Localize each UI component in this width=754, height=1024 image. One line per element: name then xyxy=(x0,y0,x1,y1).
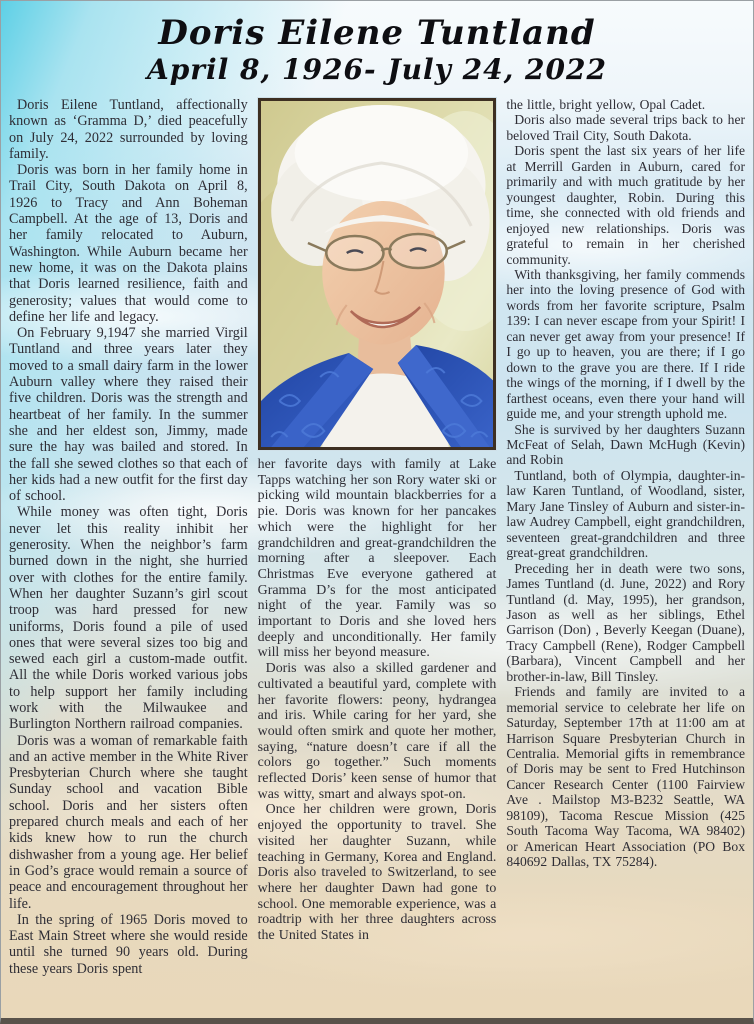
column-3 xyxy=(506,97,745,870)
portrait-photo xyxy=(258,98,497,450)
obituary-paragraph: the little, bright yellow, Opal Cadet. xyxy=(506,97,706,112)
obituary-paragraph: Doris was also a skilled gardener and cultivated a beautiful yard, complete with her favorite flowers: peony, hydrangea and iris. While caring for her yard, she would often smirk and quote her mother, saying, “nature doesn’t care if all the colors go together.” Such moments reflected Doris’ keen sense of humor that was witty, smart and always spot-on. xyxy=(257,661,497,802)
title-block xyxy=(9,9,745,87)
obituary-paragraph: While money was often tight, Doris never let this reality inhibit her generosity. When the neighbor’s farm burned down in the night, she hurried over with clothes for the entire family. When her daughter Suzann’s girl scout troop was hard pressed for new uniforms, Doris found a pile of used ones that were several sizes too big and sewed each girl a custom-made outfit. All the while Doris worked various jobs to help support her family including work with the Milwaukee and Burlington Northern railroad companies. xyxy=(9,504,248,733)
obituary-paragraph: She is survived by her daughters Suzann McFeat of Selah, Dawn McHugh (Kevin) and Robin xyxy=(506,421,746,468)
obituary-paragraph: With thanksgiving, her family commends her into the loving presence of God with words from her favorite scripture, Psalm 139: I can never escape from your Spirit! I can never get away from your presence! If I go up to heaven, you are there; if I go down to the grave you are there. If I ride the wings of the morning, if I dwell by the farthest oceans, even there your hand will guide me, and your strength uphold me. xyxy=(506,266,746,422)
column-2 xyxy=(258,97,497,944)
obituary-paragraph: Doris Eilene Tuntland, affectionally known as ‘Gramma D,’ died peacefully on July 24, 2022 surrounded by loving family. xyxy=(9,97,248,162)
obituary-paragraph: Doris was a woman of remarkable faith and an active member in the White River Presbyterian Church where she taught Sunday school and vacation Bible school. Doris and her sisters often prepared church meals and each of her kids knew how to run the church dishwasher from a young age. Her belief in God’s grace would remain a source of peace and encouragement throughout her life. xyxy=(9,732,248,912)
obituary-paragraph: Doris was born in her family home in Trail City, South Dakota on April 8, 1926 to Tracy and Ann Boheman Campbell. At the age of 13, Doris and her family relocated to Auburn, Washington. While Auburn became her new home, it was on the Dakota plains that Doris learned resilience, faith and generosity; values that would come to define her life and legacy. xyxy=(9,162,248,325)
obituary-paragraph: Doris spent the last six years of her life at Merrill Garden in Auburn, cared for primarily and with much gratitude by her youngest daughter, Robin. During this time, she connected with old friends and enjoyed new relationships. Doris was grateful to remain in her cherished community. xyxy=(506,143,746,267)
birth-death-dates: April 8, 1926- July 24, 2022 xyxy=(146,53,607,86)
deceased-name-title: Doris Eilene Tuntland xyxy=(158,13,596,53)
obituary-paragraph: Tuntland, both of Olympia, daughter-in-law Karen Tuntland, of Woodland, sister, Mary Jane Tinsley of Auburn and sister-in-law Audrey Campbell, eight grandchildren, seventeen great-grandchildren and three great-great grandchildren. xyxy=(506,467,746,561)
obituary-paragraph: Once her children were grown, Doris enjoyed the opportunity to travel. She visited her daughter Suzann, while teaching in Germany, Korea and England. Doris also traveled to Switzerland, to see where her daughter Dawn had gone to school. One memorable experience, was a roadtrip with her three daughters across the United States in xyxy=(257,802,497,944)
portrait-photo-illustration xyxy=(261,101,494,447)
column-1 xyxy=(9,97,248,977)
obituary-paragraph: her favorite days with family at Lake Tapps watching her son Rory water ski or picking wild mountain blackberries for a pie. Doris was known for her pancakes which were the highlight for her grandchildren and great-grandchildren the morning after a sleepover. Each Christmas Eve everyone gathered at Gramma D’s for the most anticipated night of the year. Family was so important to Doris and she loved hers deeply and unconditionally. Her family will miss her beyond measure. xyxy=(257,457,497,661)
obituary-paragraph: On February 9,1947 she married Virgil Tuntland and three years later they moved to a small dairy farm in the lower Auburn valley where they raised their five children. Doris was the strength and heartbeat of her family. In the summer she and her eldest son, Jimmy, made sure the hay was bailed and stored. In the fall she sewed clothes so that each of her kids had a new outfit for the first day of school. xyxy=(9,325,248,505)
obituary-paragraph: Doris also made several trips back to her beloved Trail City, South Dakota. xyxy=(506,112,746,143)
obituary-paragraph: Friends and family are invited to a memorial service to celebrate her life on Saturday, September 17th at 11:00 am at Harrison Square Presbyterian Church in Centralia. Memorial gifts in remembrance of Doris may be sent to Fred Hutchinson Cancer Research Center (1100 Fairview Ave . Mailstop M3-B232 Seattle, WA 98109), Tacoma Rescue Mission (425 South Tacoma Way Tacoma, WA 98402) or American Heart Association (PO Box 840692 Dallas, TX 75284). xyxy=(506,684,746,870)
obituary-paragraph: Preceding her in death were two sons, James Tuntland (d. June, 2022) and Rory Tuntland (d. May, 1995), her grandson, Jason as well as her siblings, Ethel Garrison (Don) , Beverly Keegan (Duane), Tracy Campbell (Rene), Rodger Campbell (Barbara), Vincent Campbell and her brother-in-law, Bill Tinsley. xyxy=(506,560,746,684)
obituary-columns xyxy=(9,97,745,977)
page-inner xyxy=(1,1,753,1018)
obituary-paragraph: In the spring of 1965 Doris moved to East Main Street where she would reside until she turned 90 years old. During these years Doris spent xyxy=(9,911,248,977)
